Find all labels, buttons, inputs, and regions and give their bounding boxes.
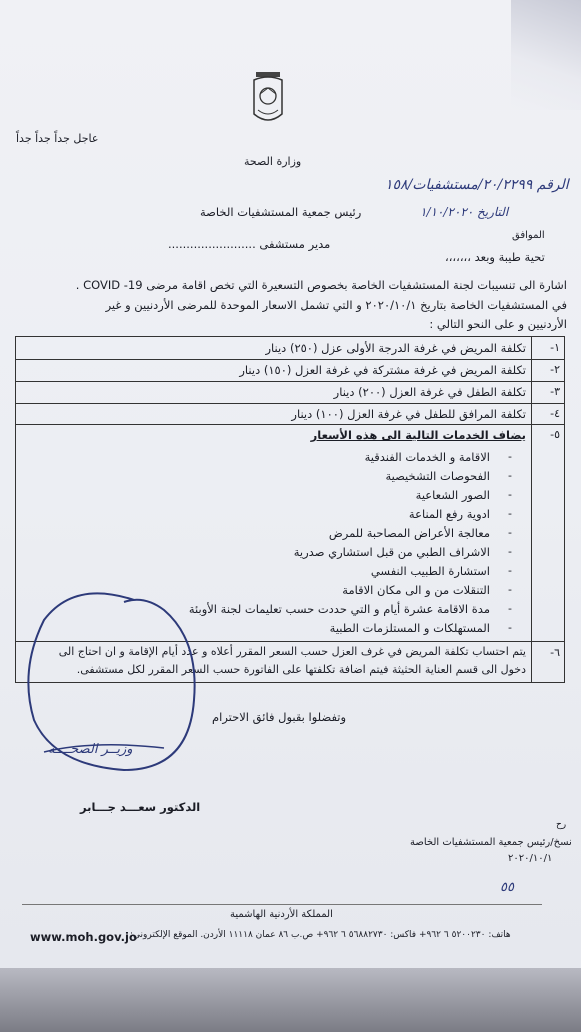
addressee: رئيس جمعية المستشفيات الخاصة bbox=[200, 205, 362, 219]
urgent-label: عاجل جداً جداً جداً bbox=[16, 132, 99, 145]
row-text: تكلفة المريض في غرفة مشتركة في غرفة العزل (١٥٠) دينار bbox=[239, 363, 526, 377]
service-item: الاقامة و الخدمات الفندقية bbox=[364, 450, 490, 464]
table-row bbox=[16, 381, 564, 404]
list-bullet: - bbox=[508, 564, 512, 577]
table-row bbox=[16, 359, 564, 382]
minister-name: الدكتور سعـــد جـــابر bbox=[80, 800, 201, 814]
handwritten-mark: ٥٥ bbox=[500, 880, 514, 895]
footer-divider bbox=[22, 904, 542, 905]
table-row bbox=[16, 337, 564, 360]
row-number: -٢ bbox=[550, 363, 560, 376]
row-number: -٥ bbox=[550, 428, 560, 441]
intro-line-1: اشارة الى تنسيبات لجنة المستشفيات الخاصة بخصوص التسعيرة التي تخص اقامة مرضى COVID -19 . bbox=[75, 278, 567, 292]
service-item: معالجة الأعراض المصاحبة للمرض bbox=[328, 526, 490, 540]
paper-fold bbox=[511, 0, 581, 110]
row-number: -٣ bbox=[550, 385, 560, 398]
coat-of-arms-icon bbox=[248, 70, 288, 150]
service-item: ادوية رفع المناعة bbox=[408, 507, 490, 521]
initials: رح bbox=[556, 820, 567, 830]
intro-line-3: الأردنيين و على النحو التالي : bbox=[429, 317, 567, 331]
list-bullet: - bbox=[508, 583, 512, 596]
service-item: الفحوصات التشخيصية bbox=[385, 469, 490, 483]
reference-number: الرقم ٢٠/٢٢٩٩/مستشفيات/١٥٨ bbox=[385, 177, 569, 193]
row-text-line-2: دخول الى قسم العناية الحثيثة فيتم اضافة تكلفتها على الفاتورة حسب السعر المقرر لكل مستشفى. bbox=[76, 663, 526, 676]
service-item: التنقلات من و الى مكان الاقامة bbox=[342, 583, 490, 597]
closing-regards: وتفضلوا بقبول فائق الاحترام bbox=[212, 710, 347, 724]
list-bullet: - bbox=[508, 488, 512, 501]
list-bullet: - bbox=[508, 621, 512, 634]
background-surface bbox=[0, 968, 581, 1032]
agreed-label: الموافق bbox=[512, 230, 545, 241]
service-item: المستهلكات و المستلزمات الطبية bbox=[329, 621, 490, 635]
list-bullet: - bbox=[508, 545, 512, 558]
ministry-name: وزارة الصحة bbox=[244, 155, 302, 168]
kingdom-name: المملكة الأردنية الهاشمية bbox=[230, 909, 333, 920]
service-item: الاشراف الطبي من قبل استشاري صدرية bbox=[293, 545, 490, 559]
list-bullet: - bbox=[508, 469, 512, 482]
row-number: -٤ bbox=[550, 407, 560, 420]
row-text-line-1: يتم احتساب تكلفة المريض في غرف العزل حسب السعر المقرر أعلاه و عدد أيام الإقامة و ان احتاج الى bbox=[58, 645, 526, 658]
list-bullet: - bbox=[508, 507, 512, 520]
letter-date: التاريخ ١/١٠/٢٠٢٠ bbox=[420, 205, 509, 219]
row-number: -١ bbox=[550, 341, 560, 354]
row-text: تكلفة الطفل في غرفة العزل (٢٠٠) دينار bbox=[333, 385, 526, 399]
service-item: استشارة الطبيب النفسي bbox=[370, 564, 490, 578]
footer-contact: هاتف: ٥٢٠٠٢٣٠ ٦ ٩٦٢+ فاكس: ٥٦٨٨٢٧٣٠ ٦ ٩٦٢+ ص.ب ٨٦ عمان ١١١١٨ الأردن. الموقع الإلكتروني: bbox=[130, 930, 511, 940]
service-item: مدة الاقامة عشرة أيام و التي حددت حسب تعليمات لجنة الأوبئة bbox=[188, 602, 490, 616]
website-link[interactable]: www.moh.gov.jo bbox=[30, 930, 137, 944]
list-bullet: - bbox=[508, 602, 512, 615]
services-title: يضاف الخدمات التالية الى هذه الأسعار bbox=[310, 428, 526, 442]
manager-line: مدير مستشفى ........................ bbox=[168, 237, 331, 251]
table-row bbox=[16, 403, 564, 425]
list-bullet: - bbox=[508, 526, 512, 539]
copy-date: ٢٠٢٠/١٠/١ bbox=[508, 853, 553, 864]
greeting: تحية طيبة وبعد ،،،،،،، bbox=[445, 250, 545, 264]
row-number: -٦ bbox=[550, 646, 560, 659]
copy-to: نسخ/رئيس جمعية المستشفيات الخاصة bbox=[410, 837, 572, 848]
list-bullet: - bbox=[508, 450, 512, 463]
intro-line-2: في المستشفيات الخاصة بتاريخ ٢٠٢٠/١٠/١ و التي تشمل الاسعار الموحدة للمرضى الأردنيين و غير bbox=[105, 298, 567, 312]
minister-signature: وزيــر الصحــــه bbox=[48, 742, 133, 757]
service-item: الصور الشعاعية bbox=[415, 488, 490, 502]
row-text: تكلفة المرافق للطفل في غرفة العزل (١٠٠) دينار bbox=[291, 407, 526, 421]
row-text: تكلفة المريض في غرفة الدرجة الأولى عزل (٢٥٠) دينار bbox=[265, 341, 526, 355]
